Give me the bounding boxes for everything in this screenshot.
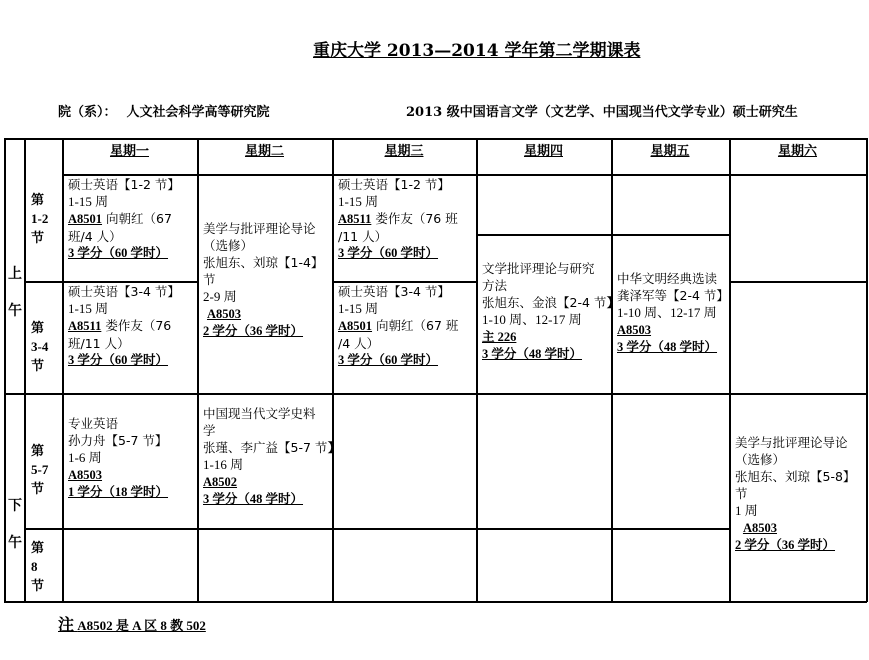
period-label-1-2: 第 1-2 节 xyxy=(31,192,49,245)
header-row-line xyxy=(62,174,867,176)
note-text: A8502 是 A 区 8 教 502 xyxy=(77,618,206,633)
department-value: 人文社会科学高等研究院 xyxy=(126,105,270,120)
room-link: A8501 xyxy=(68,212,103,226)
program-info: 2013 级中国语言文学（文艺学、中国现当代文学专业）硕士研究生 xyxy=(406,105,798,120)
course-wed-3-4: 硕士英语【3-4 节】 1-15 周 A8501 向朝红（67 班 /4 人） 3 学分（60 学时） xyxy=(338,284,459,367)
period-label-5-7: 第 5-7 节 xyxy=(31,443,49,496)
table-border-bottom xyxy=(4,601,867,603)
col-line-3 xyxy=(197,138,199,602)
course-sat-5-8: 美学与批评理论导论 （选修） 张旭东、刘琼【5-8】 节 1 周 A8503 2 学分（36 学时） xyxy=(735,435,856,552)
footer-note xyxy=(58,612,206,635)
day-header-tue: 星期二 xyxy=(244,144,284,159)
table-border-right xyxy=(866,138,868,602)
day-header-wed: 星期三 xyxy=(384,144,424,159)
day-header-mon: 星期一 xyxy=(109,144,149,159)
period-label-8: 第 8 节 xyxy=(31,540,45,593)
course-wed-1-2: 硕士英语【1-2 节】 1-15 周 A8511 娄作友（76 班 /11 人） 3 学分（60 学时） xyxy=(338,177,458,260)
row-line-sat-1 xyxy=(729,281,867,283)
row-line-pm xyxy=(24,528,730,530)
course-mon-3-4: 硕士英语【3-4 节】 1-15 周 A8511 娄作友（76 班/11 人） 3 学分（60 学时） xyxy=(68,284,180,367)
course-tue-1-4: 美学与批评理论导论 （选修） 张旭东、刘琼【1-4】 节 2-9 周 A8503 2 学分（36 学时） xyxy=(203,221,324,338)
course-mon-5-7: 专业英语 孙力舟【5-7 节】 1-6 周 A8503 1 学分（18 学时） xyxy=(68,416,169,499)
note-label: 注 xyxy=(58,615,75,634)
period-label-3-4: 第 3-4 节 xyxy=(31,320,49,373)
col-line-1 xyxy=(24,138,26,602)
morning-label-2: 午 xyxy=(8,303,22,319)
day-header-thu: 星期四 xyxy=(523,144,563,159)
afternoon-label-1: 下 xyxy=(8,498,22,514)
department-label: 院（系）： xyxy=(58,105,117,120)
col-line-2 xyxy=(62,138,64,602)
afternoon-label-2: 午 xyxy=(8,535,22,551)
row-line-thu-fri xyxy=(476,234,730,236)
course-mon-1-2: 硕士英语【1-2 节】 1-15 周 A8501 向朝红（67 班/4 人） 3 学分（60 学时） xyxy=(68,177,180,260)
page-title: 重庆大学 2013—2014 学年第二学期课表 xyxy=(313,41,641,61)
morning-label-1: 上 xyxy=(8,266,22,282)
table-border-left xyxy=(4,138,6,602)
course-tue-5-7: 中国现当代文学史料 学 张瑾、李广益【5-7 节】 1-16 周 A8502 3 学分（48 学时） xyxy=(203,406,340,506)
col-line-6 xyxy=(611,138,613,602)
course-fri-2-4: 中华文明经典选读 龚泽军等【2-4 节】 1-10 周、12-17 周 A8503 3 学分（48 学时） xyxy=(617,271,729,354)
col-line-5 xyxy=(476,138,478,602)
day-header-sat: 星期六 xyxy=(777,144,817,159)
col-line-4 xyxy=(332,138,334,602)
day-header-fri: 星期五 xyxy=(650,144,690,159)
noon-line xyxy=(4,393,867,395)
col-line-7 xyxy=(729,138,731,602)
course-thu-2-4: 文学批评理论与研究 方法 张旭东、金浪【2-4 节】 1-10 周、12-17 周 主 226 3 学分（48 学时） xyxy=(482,261,619,361)
